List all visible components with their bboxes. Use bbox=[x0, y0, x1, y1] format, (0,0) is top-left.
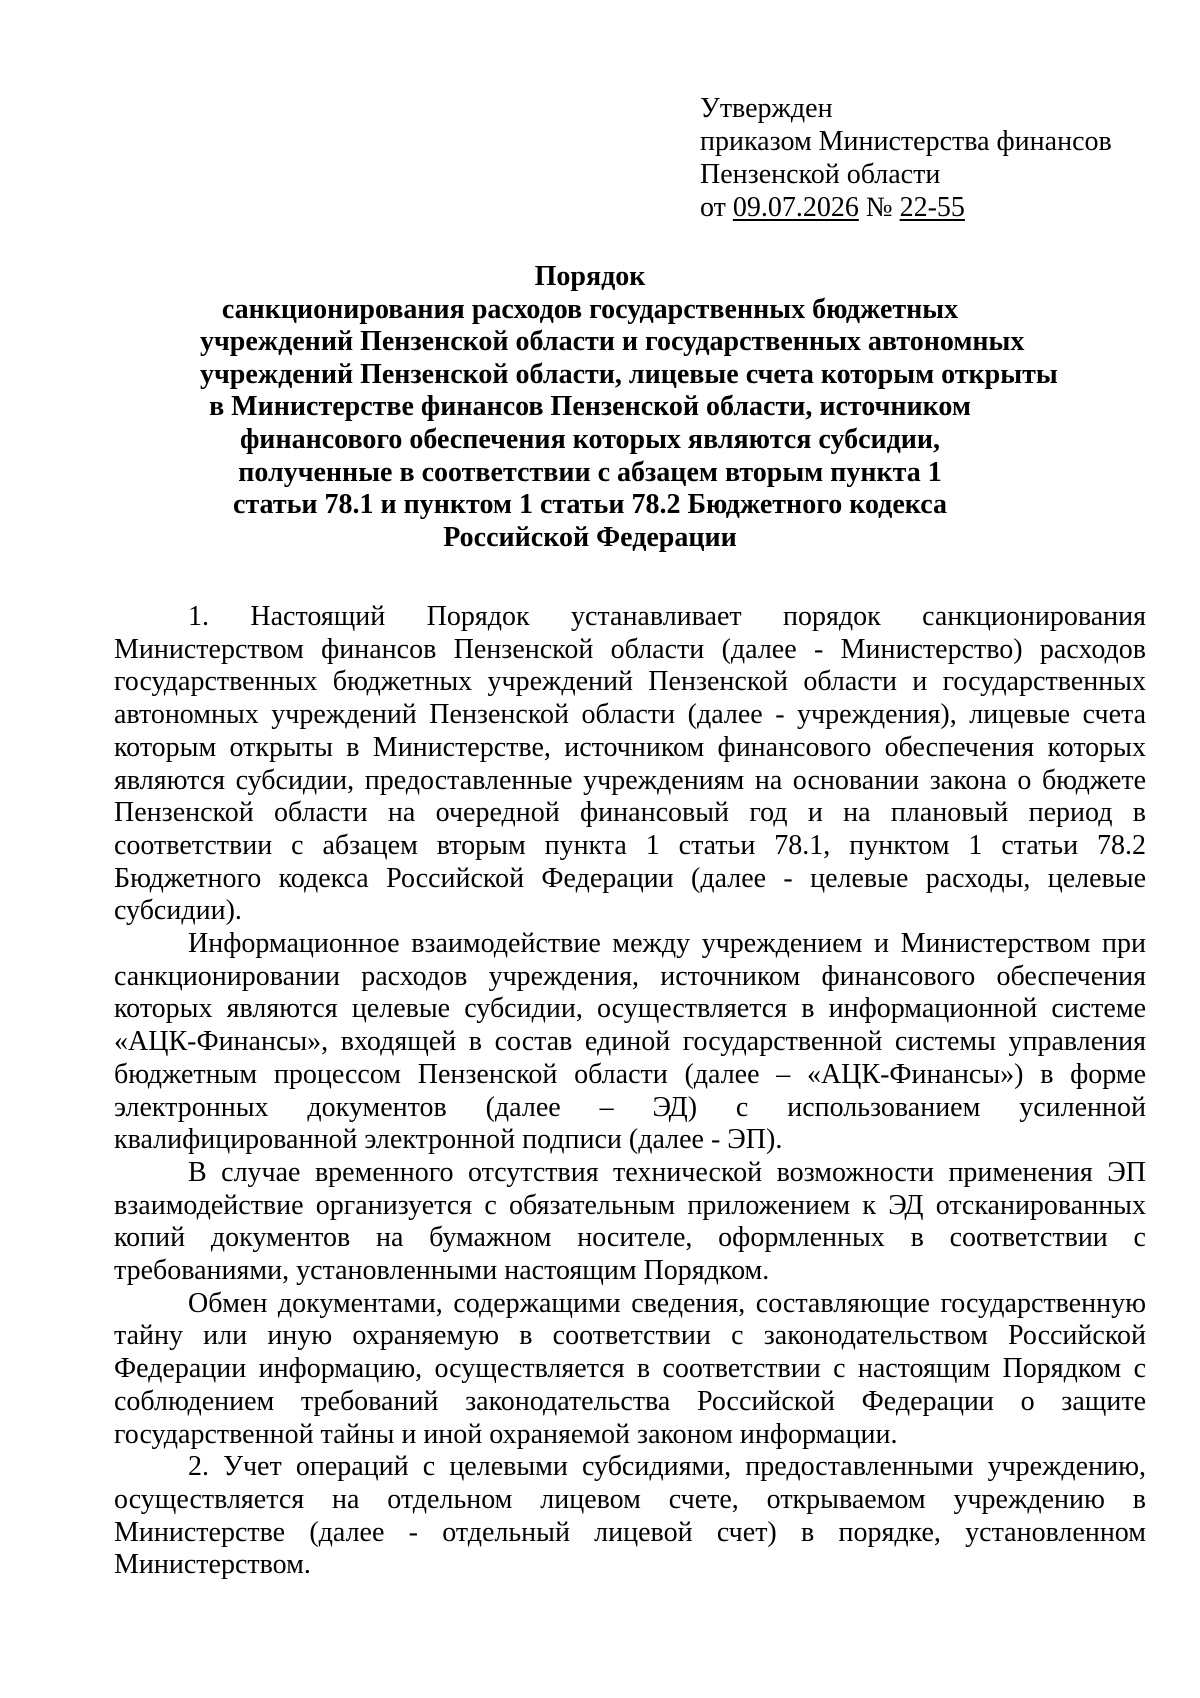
title-line: Порядок bbox=[534, 261, 646, 292]
title-line: статьи 78.1 и пунктом 1 статьи 78.2 Бюджетного кодекса bbox=[233, 489, 947, 521]
body-paragraph: В случае временного отсутствия технической возможности применения ЭП взаимодействие организуется с обязательным приложением к ЭД отсканированных копий документов на бумажном носителе, оформленных в соответствии с требованиями, установленными настоящим Порядком. bbox=[114, 1156, 1146, 1287]
approval-line-approved: Утвержден bbox=[700, 93, 833, 124]
approval-line-region: Пензенской области bbox=[700, 159, 941, 190]
approval-line-order: приказом Министерства финансов bbox=[700, 126, 1112, 157]
body-paragraph: Информационное взаимодействие между учреждением и Министерством при санкционировании расходов учреждения, источником финансового обеспечения которых являются целевые субсидии, осуществляется в информационной системе «АЦК-Финансы», входящей в состав единой государственной системы управления бюджетным процессом Пензенской области (далее – «АЦК-Финансы») в форме электронных документов (далее – ЭД) с использованием усиленной квалифицированной электронной подписи (далее - ЭП). bbox=[114, 928, 1146, 1156]
body-paragraph: 1. Настоящий Порядок устанавливает порядок санкционирования Министерством финансов Пензенской области (далее - Министерство) расходов государственных бюджетных учреждений Пензенской области и государственных автономных учреждений Пензенской области (далее - учреждения), лицевые счета которым открыты в Министерстве, источником финансового обеспечения которых являются субсидии, предоставленные учреждениям на основании закона о бюджете Пензенской области на очередной финансовый год и на плановый период в соответствии с абзацем вторым пункта 1 статьи 78.1, пунктом 1 статьи 78.2 Бюджетного кодекса Российской Федерации (далее - целевые расходы, целевые субсидии). bbox=[114, 601, 1146, 927]
title-line: учреждений Пензенской области и государственных автономных bbox=[200, 326, 1025, 358]
body-paragraph: Обмен документами, содержащими сведения, составляющие государственную тайну или иную охраняемую в соответствии с законодательством Российской Федерации информацию, осуществляется в соответствии с настоящим Порядком с соблюдением требований законодательства Российской Федерации о защите государственной тайны и иной охраняемой законом информации. bbox=[114, 1287, 1146, 1450]
approval-number: 22-55 bbox=[899, 192, 965, 223]
number-prefix: № bbox=[858, 192, 900, 223]
title-line: санкционирования расходов государственных бюджетных bbox=[221, 293, 959, 325]
title-line: в Министерстве финансов Пензенской области, источником bbox=[209, 391, 971, 423]
approval-date: 09.07.2026 bbox=[732, 192, 859, 223]
title-line: финансового обеспечения которых являются субсидии, bbox=[239, 423, 941, 455]
document-title bbox=[200, 261, 1058, 554]
date-prefix: от bbox=[700, 192, 733, 223]
title-line: полученные в соответствии с абзацем вторым пункта 1 bbox=[238, 456, 942, 488]
approval-block bbox=[700, 92, 1160, 224]
title-line: учреждений Пензенской области, лицевые счета которым открыты bbox=[200, 358, 1058, 390]
approval-line-date-number bbox=[700, 191, 1160, 224]
document-body bbox=[114, 601, 1146, 1582]
body-paragraph: 2. Учет операций с целевыми субсидиями, предоставленными учреждению, осуществляется на отдельном лицевом счете, открываемом учреждению в Министерстве (далее - отдельный лицевой счет) в порядке, установленном Министерством. bbox=[114, 1451, 1146, 1581]
title-line: Российской Федерации bbox=[443, 521, 737, 553]
